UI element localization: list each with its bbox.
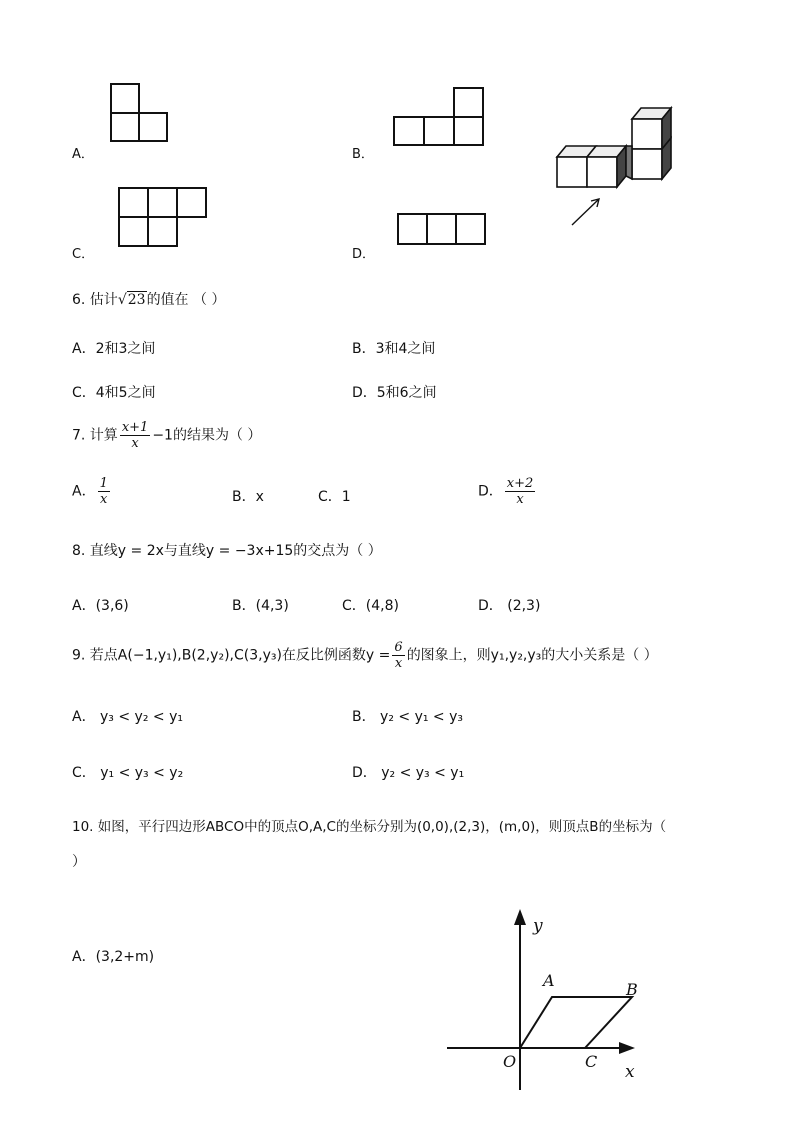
q7-option-a-label: A． xyxy=(72,483,96,500)
label-a: A xyxy=(543,971,555,990)
q9-fraction-den: x xyxy=(394,656,403,671)
q7-option-d-den: x xyxy=(516,492,524,507)
q5-option-d-figure xyxy=(397,213,489,247)
q10-stem-line1: 10. 如图，平行四边形ABCO中的顶点O,A,C的坐标分别为(0,0),(2,3)，(m,0)，则顶点B的坐标为（ xyxy=(72,819,667,835)
q9-option-b: B． y₂ < y₁ < y₃ xyxy=(352,709,464,725)
q10-parallelogram-figure xyxy=(445,905,645,1095)
x-axis-arrow xyxy=(619,1042,635,1054)
q7-option-a-num: 1 xyxy=(99,476,108,491)
q9-stem xyxy=(72,640,658,671)
q9-option-c: C． y₁ < y₃ < y₂ xyxy=(72,765,184,781)
q7-suffix: −1的结果为（ ） xyxy=(152,427,262,444)
q6-option-d: D．5和6之间 xyxy=(352,385,437,401)
q5-option-b-label: B． xyxy=(352,147,374,162)
q9-option-a: A． y₃ < y₂ < y₁ xyxy=(72,709,183,725)
q6-prefix: 6. 估计 xyxy=(72,292,118,308)
q6-option-a: A．2和3之间 xyxy=(72,341,156,357)
q7-fraction xyxy=(120,420,151,451)
q7-stem xyxy=(72,420,261,451)
q5-option-c-figure xyxy=(118,187,210,249)
q7-option-d xyxy=(478,476,537,507)
q5-option-a-figure xyxy=(110,83,170,143)
q7-option-d-num: x+2 xyxy=(506,476,534,491)
label-o: O xyxy=(503,1052,517,1071)
q8-option-b: B．(4,3) xyxy=(232,598,289,614)
q10-stem-line2: ） xyxy=(72,854,86,870)
parallelogram xyxy=(520,997,632,1048)
label-b: B xyxy=(626,980,638,999)
q7-option-c: C．1 xyxy=(318,489,351,505)
q6-suffix: 的值在 （ ） xyxy=(146,292,226,308)
label-y: y xyxy=(533,916,543,936)
q5-option-c-label: C． xyxy=(72,247,95,262)
q7-option-a-den: x xyxy=(100,492,108,507)
q6-sqrt: √23 xyxy=(117,292,146,308)
label-x: x xyxy=(625,1062,635,1082)
q6-radicand: 23 xyxy=(127,292,146,308)
q5-option-b-figure xyxy=(393,87,485,147)
q8-option-c: C．(4,8) xyxy=(342,598,399,614)
q10-option-a: A．(3,2+m) xyxy=(72,949,155,965)
q6-stem xyxy=(72,289,225,309)
q9-fraction-num: 6 xyxy=(394,640,403,655)
q7-option-d-fraction xyxy=(505,476,536,507)
q8-stem: 8. 直线y = 2x与直线y = −3x+15的交点为（ ） xyxy=(72,543,382,559)
q8-option-a: A．(3,6) xyxy=(72,598,129,614)
q7-option-a xyxy=(72,476,112,507)
label-c: C xyxy=(585,1052,598,1071)
q7-option-a-fraction xyxy=(98,476,110,507)
q5-option-a-label: A． xyxy=(72,147,94,162)
q6-option-c: C．4和5之间 xyxy=(72,385,156,401)
q8-option-d: D． (2,3) xyxy=(478,598,541,614)
q7-option-d-label: D． xyxy=(478,483,503,500)
q9-suffix: 的图象上，则y₁,y₂,y₃的大小关系是（ ） xyxy=(406,647,658,664)
q7-fraction-den: x xyxy=(131,436,139,451)
q9-fraction xyxy=(392,640,404,671)
q9-option-d: D． y₂ < y₃ < y₁ xyxy=(352,765,465,781)
q5-cube-solid-figure xyxy=(555,105,680,230)
q5-option-d-label: D． xyxy=(352,247,376,262)
q6-option-b: B．3和4之间 xyxy=(352,341,436,357)
q9-prefix: 9. 若点A(−1,y₁),B(2,y₂),C(3,y₃)在反比例函数y = xyxy=(72,647,391,664)
q7-option-b: B．x xyxy=(232,489,264,505)
y-axis-arrow xyxy=(514,909,526,925)
q7-fraction-num: x+1 xyxy=(121,420,149,435)
q7-prefix: 7. 计算 xyxy=(72,427,118,444)
